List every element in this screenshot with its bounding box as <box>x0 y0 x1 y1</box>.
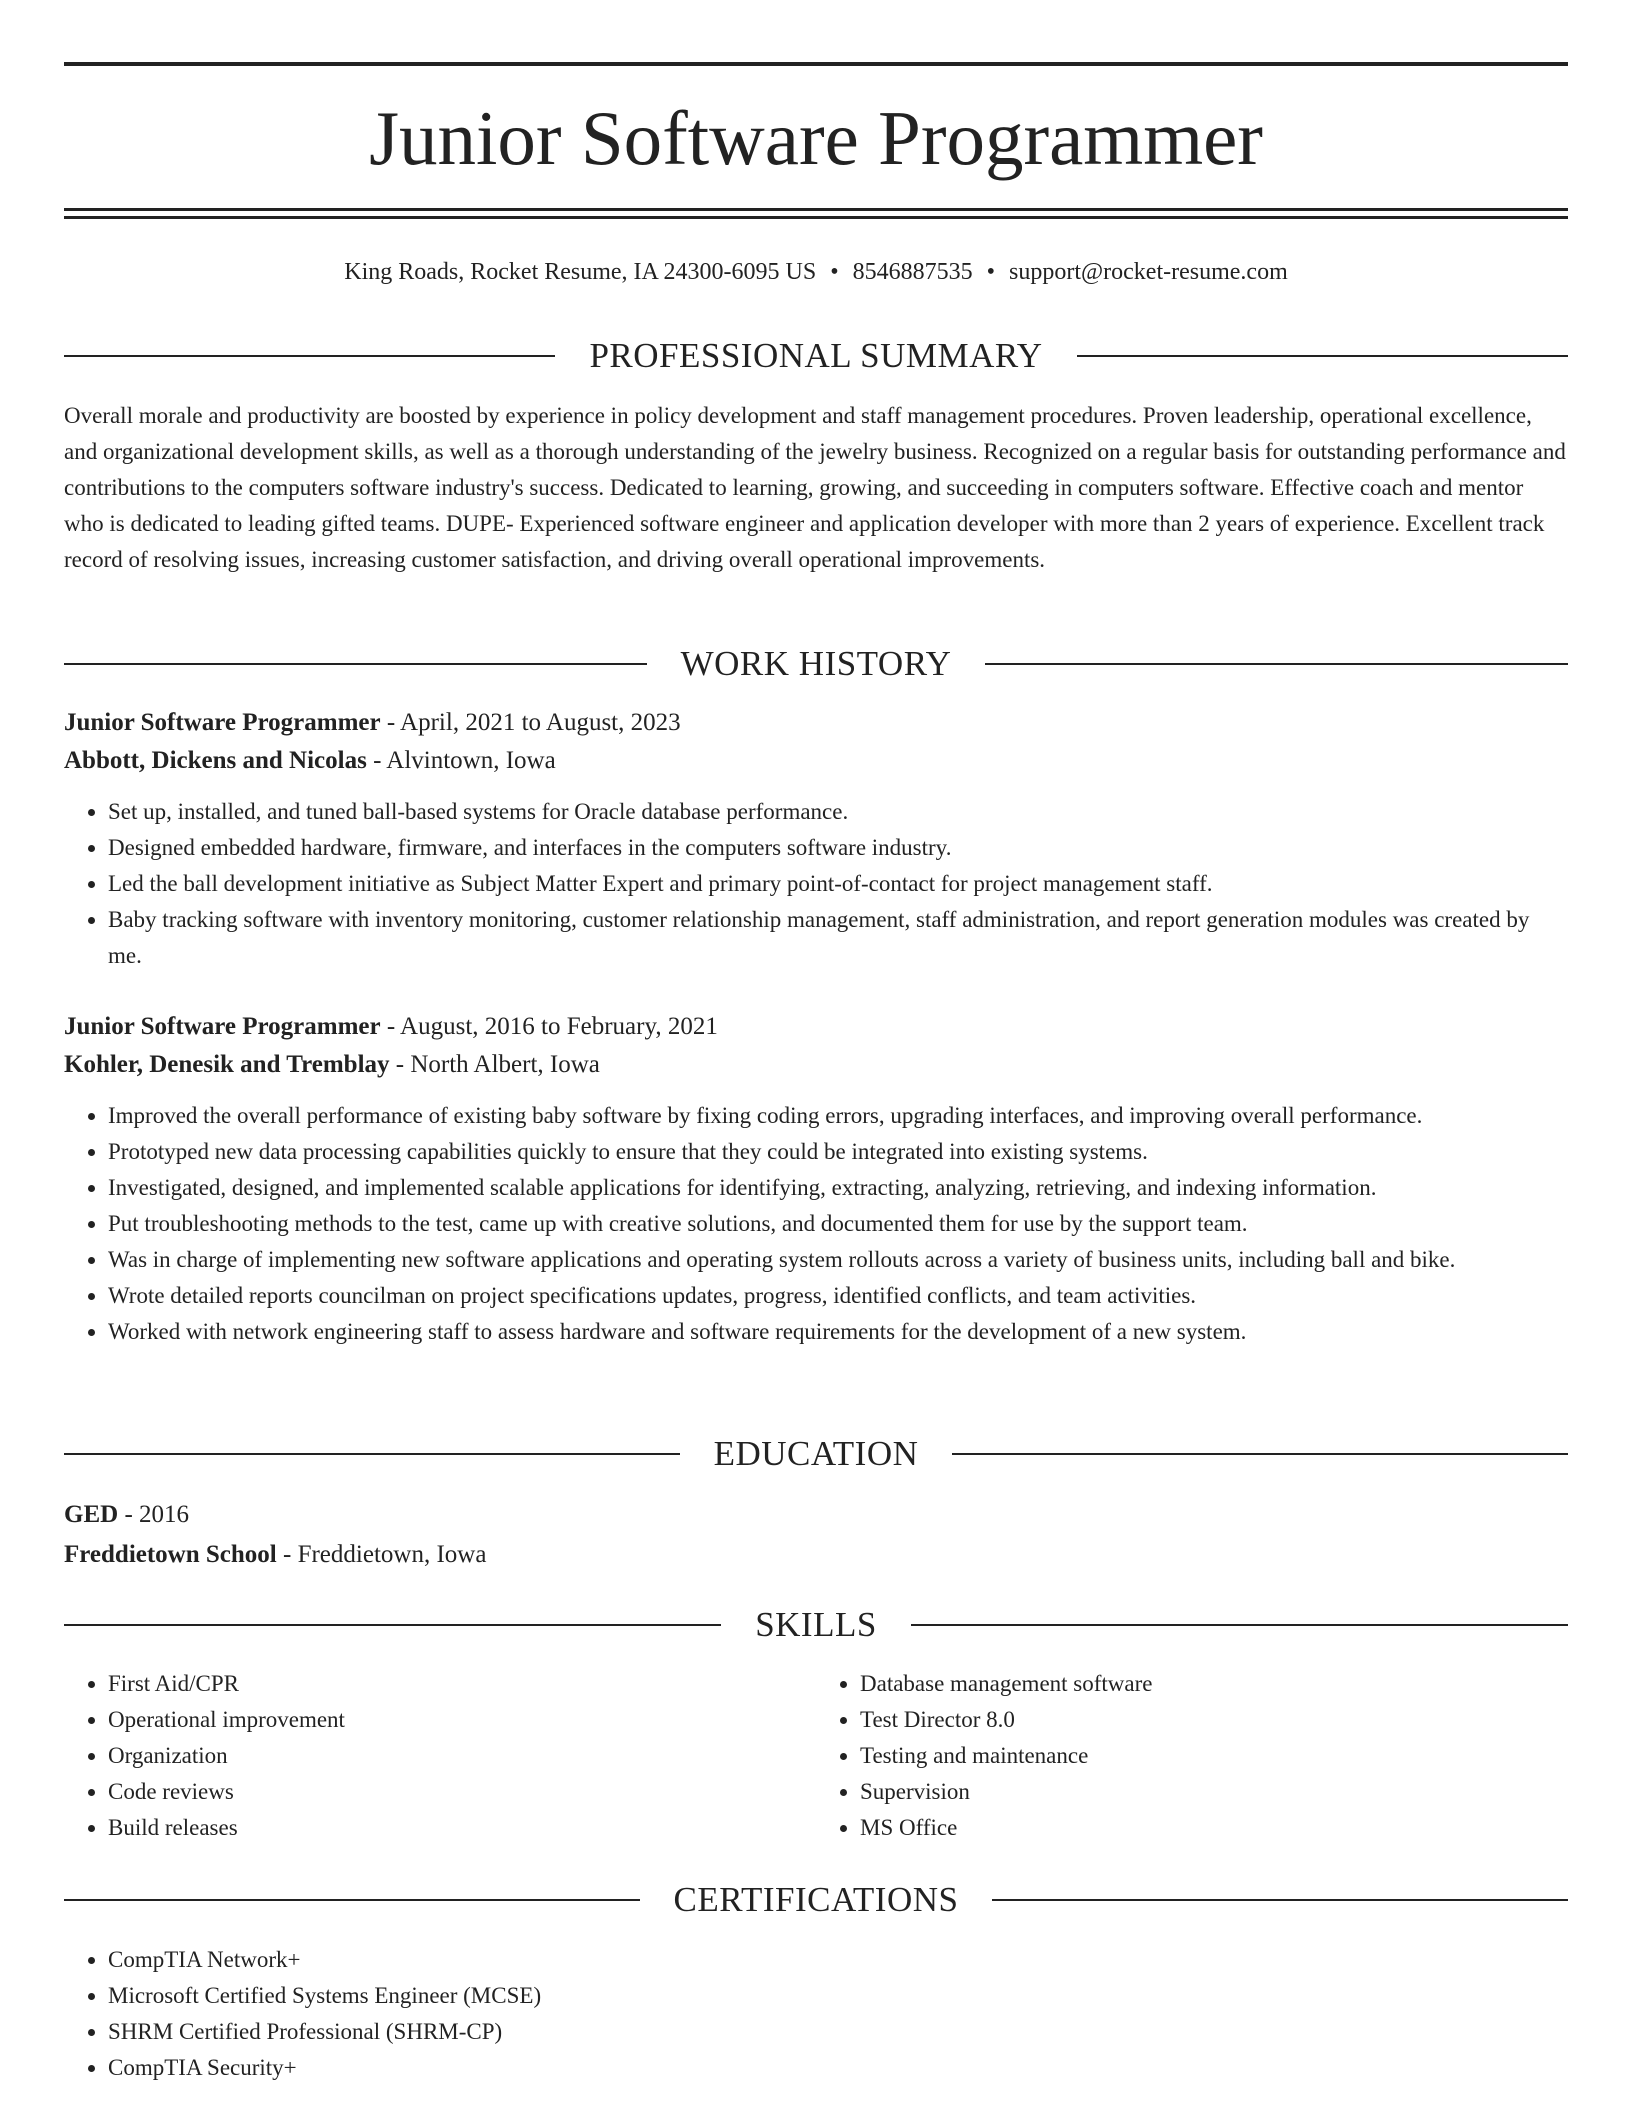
list-item: • Prototyped new data processing capabilities quickly to ensure that they could be integrated into existing systems. <box>108 1134 1568 1170</box>
certification-item: • CompTIA Security+ <box>108 2050 1568 2086</box>
job-entry <box>64 1008 1568 1350</box>
section-title: WORK HISTORY <box>680 644 952 683</box>
job-company: Abbott, Dickens and Nicolas <box>64 747 367 774</box>
section-heading-work-history <box>64 642 1568 686</box>
section-title: PROFESSIONAL SUMMARY <box>589 336 1043 375</box>
list-item: • Wrote detailed reports councilman on project specifications updates, progress, identified conflicts, and team activities. <box>108 1278 1568 1314</box>
list-item: • Set up, installed, and tuned ball-based systems for Oracle database performance. <box>108 794 1568 830</box>
list-item: • Baby tracking software with inventory monitoring, customer relationship management, staff administration, and report generation modules was created by me. <box>108 902 1568 974</box>
divider-line <box>64 1899 640 1901</box>
divider-line <box>64 1624 721 1626</box>
contact-separator: • <box>830 259 839 285</box>
skill-item: • Operational improvement <box>108 1702 816 1738</box>
title-rule-lower <box>64 216 1568 219</box>
divider-line <box>992 1899 1568 1901</box>
divider-line <box>985 663 1568 665</box>
education-school: Freddietown School <box>64 1541 277 1568</box>
divider-line <box>64 663 647 665</box>
job-location: - North Albert, Iowa <box>389 1051 600 1078</box>
contact-separator: • <box>986 259 996 285</box>
job-bullets <box>64 794 1568 974</box>
list-item: • Improved the overall performance of existing baby software by fixing coding errors, upgrading interfaces, and improving overall performance. <box>108 1098 1568 1134</box>
contact-email: support@rocket-resume.com <box>1009 259 1288 285</box>
contact-line <box>64 254 1568 290</box>
title-rule-upper <box>64 208 1568 211</box>
divider-line <box>952 1453 1568 1455</box>
certifications-list <box>64 1942 1568 2086</box>
list-item: • Led the ball development initiative as Subject Matter Expert and primary point-of-contact for project management staff. <box>108 866 1568 902</box>
education-location: - Freddietown, Iowa <box>276 1541 487 1568</box>
job-bullets <box>64 1098 1568 1350</box>
job-entry <box>64 704 1568 974</box>
divider-line <box>1077 355 1568 357</box>
job-dates: - August, 2016 to February, 2021 <box>380 1013 718 1040</box>
section-title: SKILLS <box>755 1605 877 1644</box>
contact-address: King Roads, Rocket Resume, IA 24300-6095 US <box>344 259 817 285</box>
list-item: • Put troubleshooting methods to the test, came up with creative solutions, and documented them for use by the support team. <box>108 1206 1568 1242</box>
section-heading-education <box>64 1432 1568 1476</box>
job-title: Junior Software Programmer <box>64 709 381 736</box>
section-heading-certifications <box>64 1878 1568 1922</box>
skill-item: • Code reviews <box>108 1774 816 1810</box>
job-company: Kohler, Denesik and Tremblay <box>64 1051 390 1078</box>
education-entry <box>64 1495 1568 1575</box>
divider-line <box>911 1624 1568 1626</box>
job-title: Junior Software Programmer <box>64 1013 381 1040</box>
skill-item: • Build releases <box>108 1810 816 1846</box>
education-degree-row <box>64 1495 1568 1535</box>
top-rule <box>64 62 1568 66</box>
certification-item: • SHRM Certified Professional (SHRM-CP) <box>108 2014 1568 2050</box>
education-year: - 2016 <box>118 1501 190 1528</box>
skills-list-left <box>64 1666 816 1846</box>
certification-item: • Microsoft Certified Systems Engineer (MCSE) <box>108 1978 1568 2014</box>
divider-line <box>64 355 555 357</box>
list-item: • Worked with network engineering staff to assess hardware and software requirements for the development of a new system. <box>108 1314 1568 1350</box>
job-title-row <box>64 1008 1568 1046</box>
section-heading-skills <box>64 1603 1568 1647</box>
section-title: CERTIFICATIONS <box>673 1880 959 1919</box>
education-school-row <box>64 1535 1568 1575</box>
list-item: • Investigated, designed, and implemented scalable applications for identifying, extracting, analyzing, retrieving, and indexing information. <box>108 1170 1568 1206</box>
skills-list-right <box>816 1666 1568 1846</box>
job-company-row <box>64 1046 1568 1084</box>
list-item: • Was in charge of implementing new software applications and operating system rollouts across a variety of business units, including ball and bike. <box>108 1242 1568 1278</box>
certifications-block <box>64 1942 1568 2086</box>
divider-line <box>64 1453 680 1455</box>
job-dates: - April, 2021 to August, 2023 <box>380 709 681 736</box>
skill-item: • Supervision <box>860 1774 1568 1810</box>
skill-item: • Testing and maintenance <box>860 1738 1568 1774</box>
education-degree: GED <box>64 1501 119 1528</box>
summary-text: Overall morale and productivity are boosted by experience in policy development and staff management procedures. Proven leadership, operational excellence, and organizational development skills, as well as a thorough understanding of the jewelry business. Recognized on a regular basis for outstanding performance and contributions to the computers software industry's success. Dedicated to learning, growing, and succeeding in computers software. Effective coach and mentor who is dedicated to leading gifted teams. DUPE- Experienced software engineer and application developer with more than 2 years of experience. Excellent track record of resolving issues, increasing customer satisfaction, and driving overall operational improvements. <box>64 403 1566 572</box>
list-item: • Designed embedded hardware, firmware, and interfaces in the computers software industry. <box>108 830 1568 866</box>
skill-item: • Database management software <box>860 1666 1568 1702</box>
job-location: - Alvintown, Iowa <box>366 747 556 774</box>
page-title: Junior Software Programmer <box>369 95 1263 181</box>
section-heading-summary <box>64 334 1568 378</box>
job-title-row <box>64 704 1568 742</box>
skill-item: • Test Director 8.0 <box>860 1702 1568 1738</box>
contact-phone: 8546887535 <box>852 259 973 285</box>
skill-item: • MS Office <box>860 1810 1568 1846</box>
skill-item: • Organization <box>108 1738 816 1774</box>
certification-item: • CompTIA Network+ <box>108 1942 1568 1978</box>
skills-columns <box>64 1666 1568 1846</box>
skill-item: • First Aid/CPR <box>108 1666 816 1702</box>
section-title: EDUCATION <box>713 1434 919 1473</box>
job-company-row <box>64 742 1568 780</box>
